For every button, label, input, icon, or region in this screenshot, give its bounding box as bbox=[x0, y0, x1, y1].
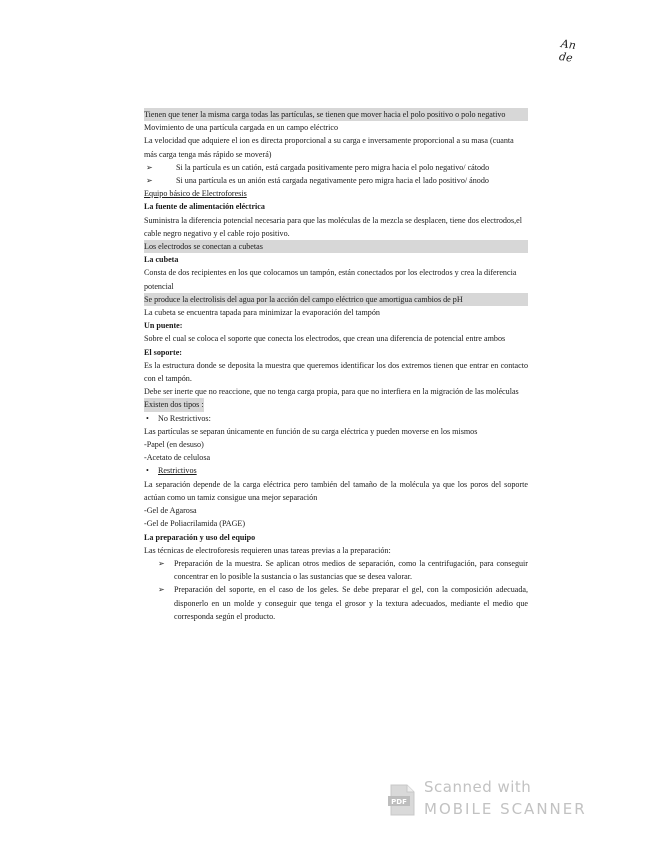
arrow-bullet-icon: ➢ bbox=[158, 585, 165, 595]
paragraph-tipos: Existen dos tipos : bbox=[144, 398, 204, 411]
arrow-item-text: Preparación de la muestra. Se aplican otros medios de separación, como la centrifugación, para conseguir concentrar en lo posible la sustancia o las sustancias que se desea valorar. bbox=[174, 558, 528, 582]
paragraph-velocidad: La velocidad que adquiere el ion es directa proporcional a su carga e inversamente proporcional a su masa (cuanta más carga tenga más rápido se moverá) bbox=[144, 136, 514, 159]
paragraph-restrictivos: La separación depende de la carga eléctrica pero también del tamaño de la molécula ya que los poros del soporte actúan como un tamiz consigue una mejor separación bbox=[144, 479, 528, 502]
bullet-restrictivos bbox=[144, 464, 528, 477]
bullet-label: No Restrictivos: bbox=[158, 413, 211, 423]
bullet-icon: • bbox=[146, 413, 149, 423]
document-body bbox=[144, 108, 528, 623]
heading-preparacion: La preparación y uso del equipo bbox=[144, 532, 256, 542]
paragraph-fuente-2: Los electrodos se conectan a cubetas bbox=[144, 240, 528, 253]
paragraph-soporte-2: Debe ser inerte que no reaccione, que no tenga carga propia, para que no interfiera en la migración de las moléculas bbox=[144, 387, 519, 397]
paragraph-movimiento: Movimiento de una partícula cargada en un campo eléctrico bbox=[144, 123, 339, 133]
paragraph-preparacion-intro: Las técnicas de electroforesis requieren unas tareas previas a la preparación: bbox=[144, 545, 391, 555]
watermark-line-1: Scanned with bbox=[424, 778, 532, 796]
arrow-item-muestra bbox=[144, 557, 528, 583]
heading-puente: Un puente: bbox=[144, 321, 183, 331]
paragraph-puente: Sobre el cual se coloca el soporte que conecta los electrodos, que crean una diferencia de potencial entre ambos bbox=[144, 334, 506, 344]
list-item: -Gel de Agarosa bbox=[144, 506, 197, 516]
arrow-bullet-icon: ➢ bbox=[146, 162, 153, 172]
pdf-icon-label: PDF bbox=[391, 798, 407, 806]
arrow-item-anion bbox=[144, 174, 528, 187]
bullet-icon: • bbox=[146, 466, 149, 476]
paragraph-soporte-1: Es la estructura donde se deposita la muestra que queremos identificar los dos extremos tienen que entrar en contacto con el tampón. bbox=[144, 360, 528, 384]
watermark-line-2: MOBILE SCANNER bbox=[424, 800, 587, 818]
heading-soporte: El soporte: bbox=[144, 347, 182, 357]
list-item: -Acetato de celulosa bbox=[144, 453, 211, 463]
heading-fuente: La fuente de alimentación eléctrica bbox=[144, 202, 265, 212]
paragraph-carga: Tienen que tener la misma carga todas las partículas, se tienen que mover hacia el polo positivo o polo negativo bbox=[144, 108, 528, 121]
arrow-item-text: Si una partícula es un anión está cargada negativamente pero migra hacia el lado positivo/ ánodo bbox=[176, 176, 489, 186]
section-title-equipo: Equipo básico de Electroforesis bbox=[144, 189, 247, 199]
paragraph-fuente-1: Suministra la diferencia potencial necesaria para que las moléculas de la mezcla se desplacen, tiene dos electrodos,el cable negro negativo y el cable rojo positivo. bbox=[144, 215, 522, 238]
heading-cubeta: La cubeta bbox=[144, 255, 179, 265]
arrow-item-cation bbox=[144, 161, 528, 174]
paragraph-cubeta-2: Se produce la electrolisis del agua por la acción del campo eléctrico que amortigua cambios de pH bbox=[144, 293, 528, 306]
handwritten-corner-note: An de bbox=[558, 37, 577, 65]
arrow-bullet-icon: ➢ bbox=[158, 558, 165, 568]
paragraph-cubeta-1: Consta de dos recipientes en los que colocamos un tampón, están conectados por los electrodos y crea la diferencia potencial bbox=[144, 268, 517, 291]
list-item: -Papel (en desuso) bbox=[144, 440, 204, 450]
scanner-watermark bbox=[388, 778, 588, 826]
pdf-icon bbox=[388, 784, 416, 816]
arrow-item-text: Preparación del soporte, en el caso de los geles. Se debe preparar el gel, con la composición adecuada, disponerlo en un molde y conseguir que tenga el grosor y la textura adecuados, mediante el medio que corresponda según el producto. bbox=[174, 585, 528, 621]
paragraph-cubeta-3: La cubeta se encuentra tapada para minimizar la evaporación del tampón bbox=[144, 308, 380, 318]
arrow-bullet-icon: ➢ bbox=[146, 176, 153, 186]
arrow-item-text: Si la partícula es un catión, está cargada positivamente pero migra hacia el polo negativo/ cátodo bbox=[176, 162, 490, 172]
list-item: -Gel de Poliacrilamida (PAGE) bbox=[144, 519, 246, 529]
bullet-label: Restrictivos bbox=[158, 466, 197, 476]
arrow-item-soporte bbox=[144, 583, 528, 623]
paragraph-no-restrictivos: Las partículas se separan únicamente en función de su carga eléctrica y pueden moverse en los mismos bbox=[144, 426, 478, 436]
bullet-no-restrictivos bbox=[144, 412, 528, 425]
